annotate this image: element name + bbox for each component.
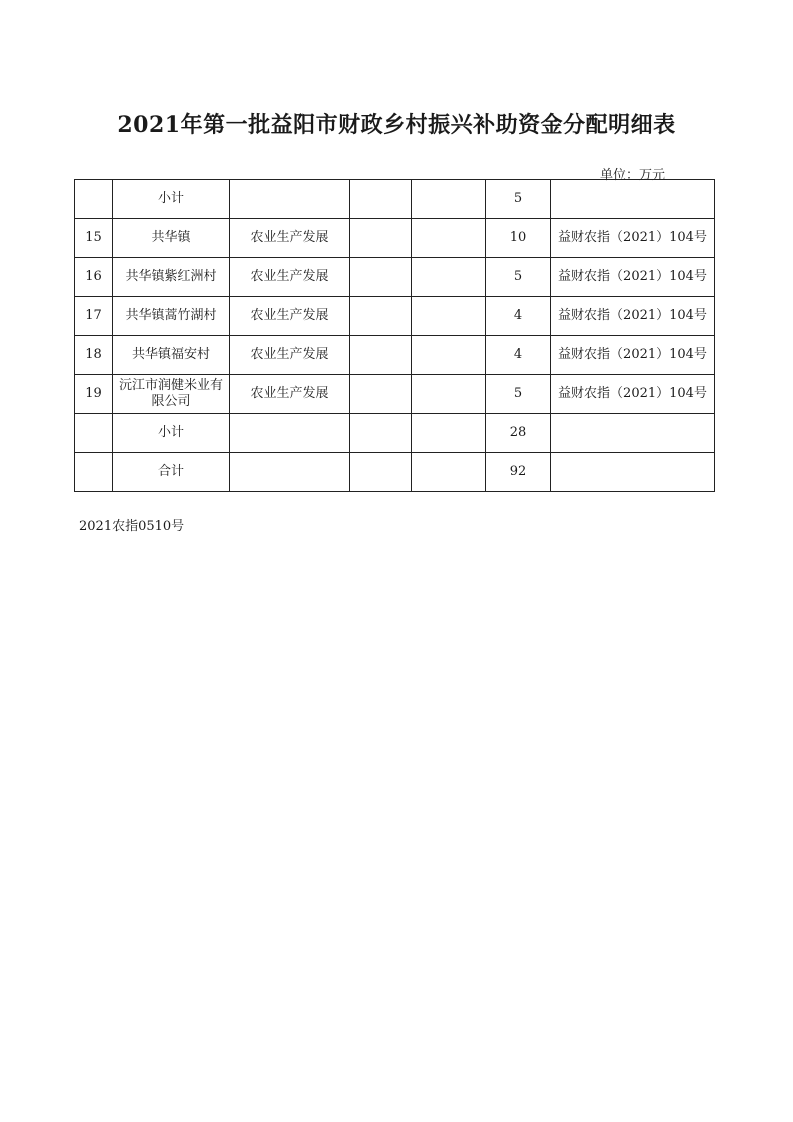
blank-cell-b xyxy=(412,180,486,219)
blank-cell-a xyxy=(350,414,412,453)
recipient-cell: 共华镇紫红洲村 xyxy=(113,258,230,297)
document-number-cell: 益财农指（2021）104号 xyxy=(551,297,715,336)
document-number-cell xyxy=(551,414,715,453)
blank-cell-a xyxy=(350,180,412,219)
document-number-cell xyxy=(551,453,715,492)
category-cell: 农业生产发展 xyxy=(230,336,350,375)
recipient-cell: 共华镇福安村 xyxy=(113,336,230,375)
blank-cell-b xyxy=(412,414,486,453)
document-number-cell: 益财农指（2021）104号 xyxy=(551,375,715,414)
table-body xyxy=(75,180,715,492)
recipient-cell: 共华镇蒿竹湖村 xyxy=(113,297,230,336)
recipient-cell: 共华镇 xyxy=(113,219,230,258)
blank-cell-a xyxy=(350,336,412,375)
category-cell: 农业生产发展 xyxy=(230,219,350,258)
recipient-cell: 沅江市润健米业有限公司 xyxy=(113,375,230,414)
category-cell: 农业生产发展 xyxy=(230,258,350,297)
row-number-cell: 18 xyxy=(75,336,113,375)
document-title: 2021年第一批益阳市财政乡村振兴补助资金分配明细表 xyxy=(117,112,676,138)
amount-cell: 92 xyxy=(486,453,551,492)
blank-cell-b xyxy=(412,219,486,258)
blank-cell-b xyxy=(412,375,486,414)
row-number-cell xyxy=(75,453,113,492)
blank-cell-a xyxy=(350,453,412,492)
row-number-cell: 16 xyxy=(75,258,113,297)
document-number-cell: 益财农指（2021）104号 xyxy=(551,336,715,375)
recipient-cell: 合计 xyxy=(113,453,230,492)
amount-cell: 5 xyxy=(486,258,551,297)
blank-cell-a xyxy=(350,375,412,414)
table-row xyxy=(75,297,715,336)
table-row xyxy=(75,336,715,375)
amount-cell: 4 xyxy=(486,336,551,375)
category-cell xyxy=(230,180,350,219)
row-number-cell: 15 xyxy=(75,219,113,258)
row-number-cell: 19 xyxy=(75,375,113,414)
document-number-cell xyxy=(551,180,715,219)
recipient-cell: 小计 xyxy=(113,180,230,219)
blank-cell-b xyxy=(412,297,486,336)
category-cell: 农业生产发展 xyxy=(230,375,350,414)
amount-cell: 28 xyxy=(486,414,551,453)
amount-cell: 5 xyxy=(486,180,551,219)
blank-cell-a xyxy=(350,219,412,258)
unit-label: 单位：万元 xyxy=(600,168,666,183)
table-row xyxy=(75,453,715,492)
document-number-cell: 益财农指（2021）104号 xyxy=(551,258,715,297)
row-number-cell xyxy=(75,414,113,453)
row-number-cell xyxy=(75,180,113,219)
category-cell: 农业生产发展 xyxy=(230,297,350,336)
blank-cell-a xyxy=(350,258,412,297)
blank-cell-b xyxy=(412,258,486,297)
amount-cell: 5 xyxy=(486,375,551,414)
recipient-cell: 小计 xyxy=(113,414,230,453)
amount-cell: 4 xyxy=(486,297,551,336)
blank-cell-a xyxy=(350,297,412,336)
category-cell xyxy=(230,453,350,492)
allocation-table xyxy=(74,179,715,492)
table-row xyxy=(75,375,715,414)
blank-cell-b xyxy=(412,453,486,492)
document-number-cell: 益财农指（2021）104号 xyxy=(551,219,715,258)
blank-cell-b xyxy=(412,336,486,375)
table-row xyxy=(75,180,715,219)
row-number-cell: 17 xyxy=(75,297,113,336)
table-row xyxy=(75,258,715,297)
table-row xyxy=(75,219,715,258)
category-cell xyxy=(230,414,350,453)
table-row xyxy=(75,414,715,453)
footer-note: 2021农指0510号 xyxy=(79,519,185,534)
amount-cell: 10 xyxy=(486,219,551,258)
